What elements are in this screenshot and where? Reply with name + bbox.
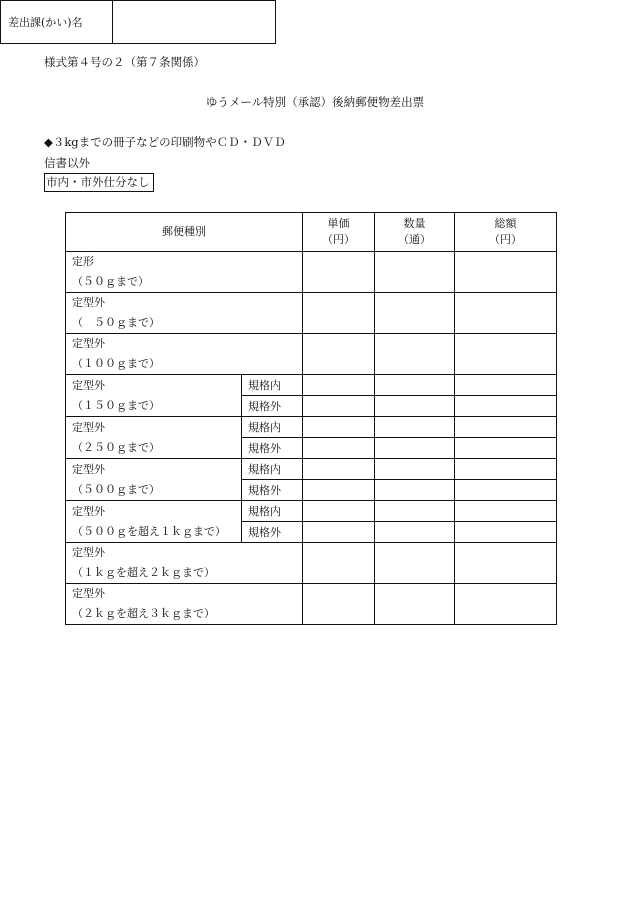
- mail-type-name: 定型外: [72, 337, 105, 350]
- standard-out-label: 規格外: [242, 480, 303, 501]
- subcategory-line: 信書以外: [44, 156, 90, 170]
- total-cell[interactable]: [455, 459, 557, 480]
- mail-type-cell: [66, 293, 303, 334]
- unit-price-cell[interactable]: [303, 375, 375, 396]
- standard-in-label: 規格内: [242, 501, 303, 522]
- unit-price-cell[interactable]: [303, 543, 375, 584]
- unit-price-cell[interactable]: [303, 480, 375, 501]
- mail-type-name: 定型外: [72, 546, 105, 559]
- mail-type-cell: [66, 334, 303, 375]
- quantity-cell[interactable]: [375, 417, 455, 438]
- quantity-cell[interactable]: [375, 375, 455, 396]
- header-total-label: 総額: [494, 217, 517, 230]
- unit-price-cell[interactable]: [303, 293, 375, 334]
- standard-in-label: 規格内: [242, 375, 303, 396]
- total-cell[interactable]: [455, 543, 557, 584]
- total-cell[interactable]: [455, 375, 557, 396]
- mail-type-weight: （１５０ｇまで）: [72, 398, 160, 412]
- header-quantity: [375, 213, 455, 252]
- standard-out-label: 規格外: [242, 438, 303, 459]
- total-cell[interactable]: [455, 293, 557, 334]
- header-total-unit: （円）: [489, 233, 522, 246]
- mail-type-weight: （５００ｇまで）: [72, 482, 160, 496]
- unit-price-cell[interactable]: [303, 584, 375, 625]
- header-quantity-unit: （通）: [398, 233, 431, 246]
- total-cell[interactable]: [455, 252, 557, 293]
- sender-section-label: 差出課(かい)名: [1, 1, 113, 43]
- category-line: ◆３kgまでの冊子などの印刷物やＣＤ・ＤＶＤ: [44, 135, 286, 149]
- total-cell[interactable]: [455, 334, 557, 375]
- table-row: [66, 334, 557, 375]
- table-row: [66, 417, 557, 438]
- zone-note-box: 市内・市外仕分なし: [44, 173, 154, 192]
- total-cell[interactable]: [455, 522, 557, 543]
- unit-price-cell[interactable]: [303, 417, 375, 438]
- mail-type-weight: （５０ｇまで）: [72, 275, 149, 288]
- unit-price-cell[interactable]: [303, 396, 375, 417]
- mail-type-weight: （１ｋｇを超え２ｋｇまで）: [72, 566, 215, 579]
- mail-type-cell: [66, 375, 242, 417]
- table-row: [66, 252, 557, 293]
- document-title: ゆうメール特別（承認）後納郵便物差出票: [205, 95, 425, 109]
- header-mail-type: 郵便種別: [66, 213, 303, 252]
- unit-price-cell[interactable]: [303, 522, 375, 543]
- mail-type-name: 定型外: [72, 587, 105, 600]
- unit-price-cell[interactable]: [303, 438, 375, 459]
- quantity-cell[interactable]: [375, 480, 455, 501]
- quantity-cell[interactable]: [375, 293, 455, 334]
- mail-type-weight: （１００ｇまで）: [72, 357, 160, 370]
- quantity-cell[interactable]: [375, 543, 455, 584]
- mail-type-weight: （２５０ｇまで）: [72, 440, 160, 454]
- mail-type-name: 定型外: [72, 378, 105, 392]
- mail-type-cell: [66, 459, 242, 501]
- header-unit-price: [303, 213, 375, 252]
- quantity-cell[interactable]: [375, 501, 455, 522]
- unit-price-cell[interactable]: [303, 334, 375, 375]
- mail-type-table: [65, 212, 557, 625]
- mail-type-name: 定型外: [72, 504, 105, 518]
- quantity-cell[interactable]: [375, 584, 455, 625]
- mail-type-name: 定型外: [72, 296, 105, 309]
- quantity-cell[interactable]: [375, 396, 455, 417]
- mail-type-cell: [66, 543, 303, 584]
- mail-type-cell: [66, 417, 242, 459]
- mail-type-cell: [66, 252, 303, 293]
- table-row: [66, 501, 557, 522]
- table-row: [66, 543, 557, 584]
- total-cell[interactable]: [455, 501, 557, 522]
- mail-type-name: 定型外: [72, 420, 105, 434]
- header-total: [455, 213, 557, 252]
- total-cell[interactable]: [455, 480, 557, 501]
- form-number: 様式第４号の２（第７条関係）: [44, 55, 205, 69]
- unit-price-cell[interactable]: [303, 459, 375, 480]
- mail-type-name: 定形: [72, 255, 94, 268]
- header-quantity-label: 数量: [403, 217, 426, 230]
- unit-price-cell[interactable]: [303, 252, 375, 293]
- table-row: [66, 375, 557, 396]
- header-unit-price-unit: （円）: [322, 233, 355, 246]
- mail-type-name: 定型外: [72, 462, 105, 476]
- total-cell[interactable]: [455, 584, 557, 625]
- table-row: [66, 584, 557, 625]
- total-cell[interactable]: [455, 396, 557, 417]
- mail-type-weight: （ ５０ｇまで）: [72, 316, 160, 329]
- quantity-cell[interactable]: [375, 438, 455, 459]
- total-cell[interactable]: [455, 438, 557, 459]
- quantity-cell[interactable]: [375, 522, 455, 543]
- table-row: [66, 459, 557, 480]
- mail-type-weight: （２ｋｇを超え３ｋｇまで）: [72, 607, 215, 620]
- header-unit-price-label: 単価: [327, 217, 350, 230]
- standard-out-label: 規格外: [242, 396, 303, 417]
- quantity-cell[interactable]: [375, 459, 455, 480]
- standard-out-label: 規格外: [242, 522, 303, 543]
- total-cell[interactable]: [455, 417, 557, 438]
- sender-section-box: [0, 0, 276, 44]
- quantity-cell[interactable]: [375, 252, 455, 293]
- table-header-row: [66, 213, 557, 252]
- mail-type-cell: [66, 501, 242, 543]
- unit-price-cell[interactable]: [303, 501, 375, 522]
- mail-type-cell: [66, 584, 303, 625]
- table-row: [66, 293, 557, 334]
- quantity-cell[interactable]: [375, 334, 455, 375]
- standard-in-label: 規格内: [242, 417, 303, 438]
- standard-in-label: 規格内: [242, 459, 303, 480]
- mail-type-weight: （５００ｇを超え１ｋｇまで）: [72, 524, 226, 538]
- sender-section-input[interactable]: [113, 1, 275, 43]
